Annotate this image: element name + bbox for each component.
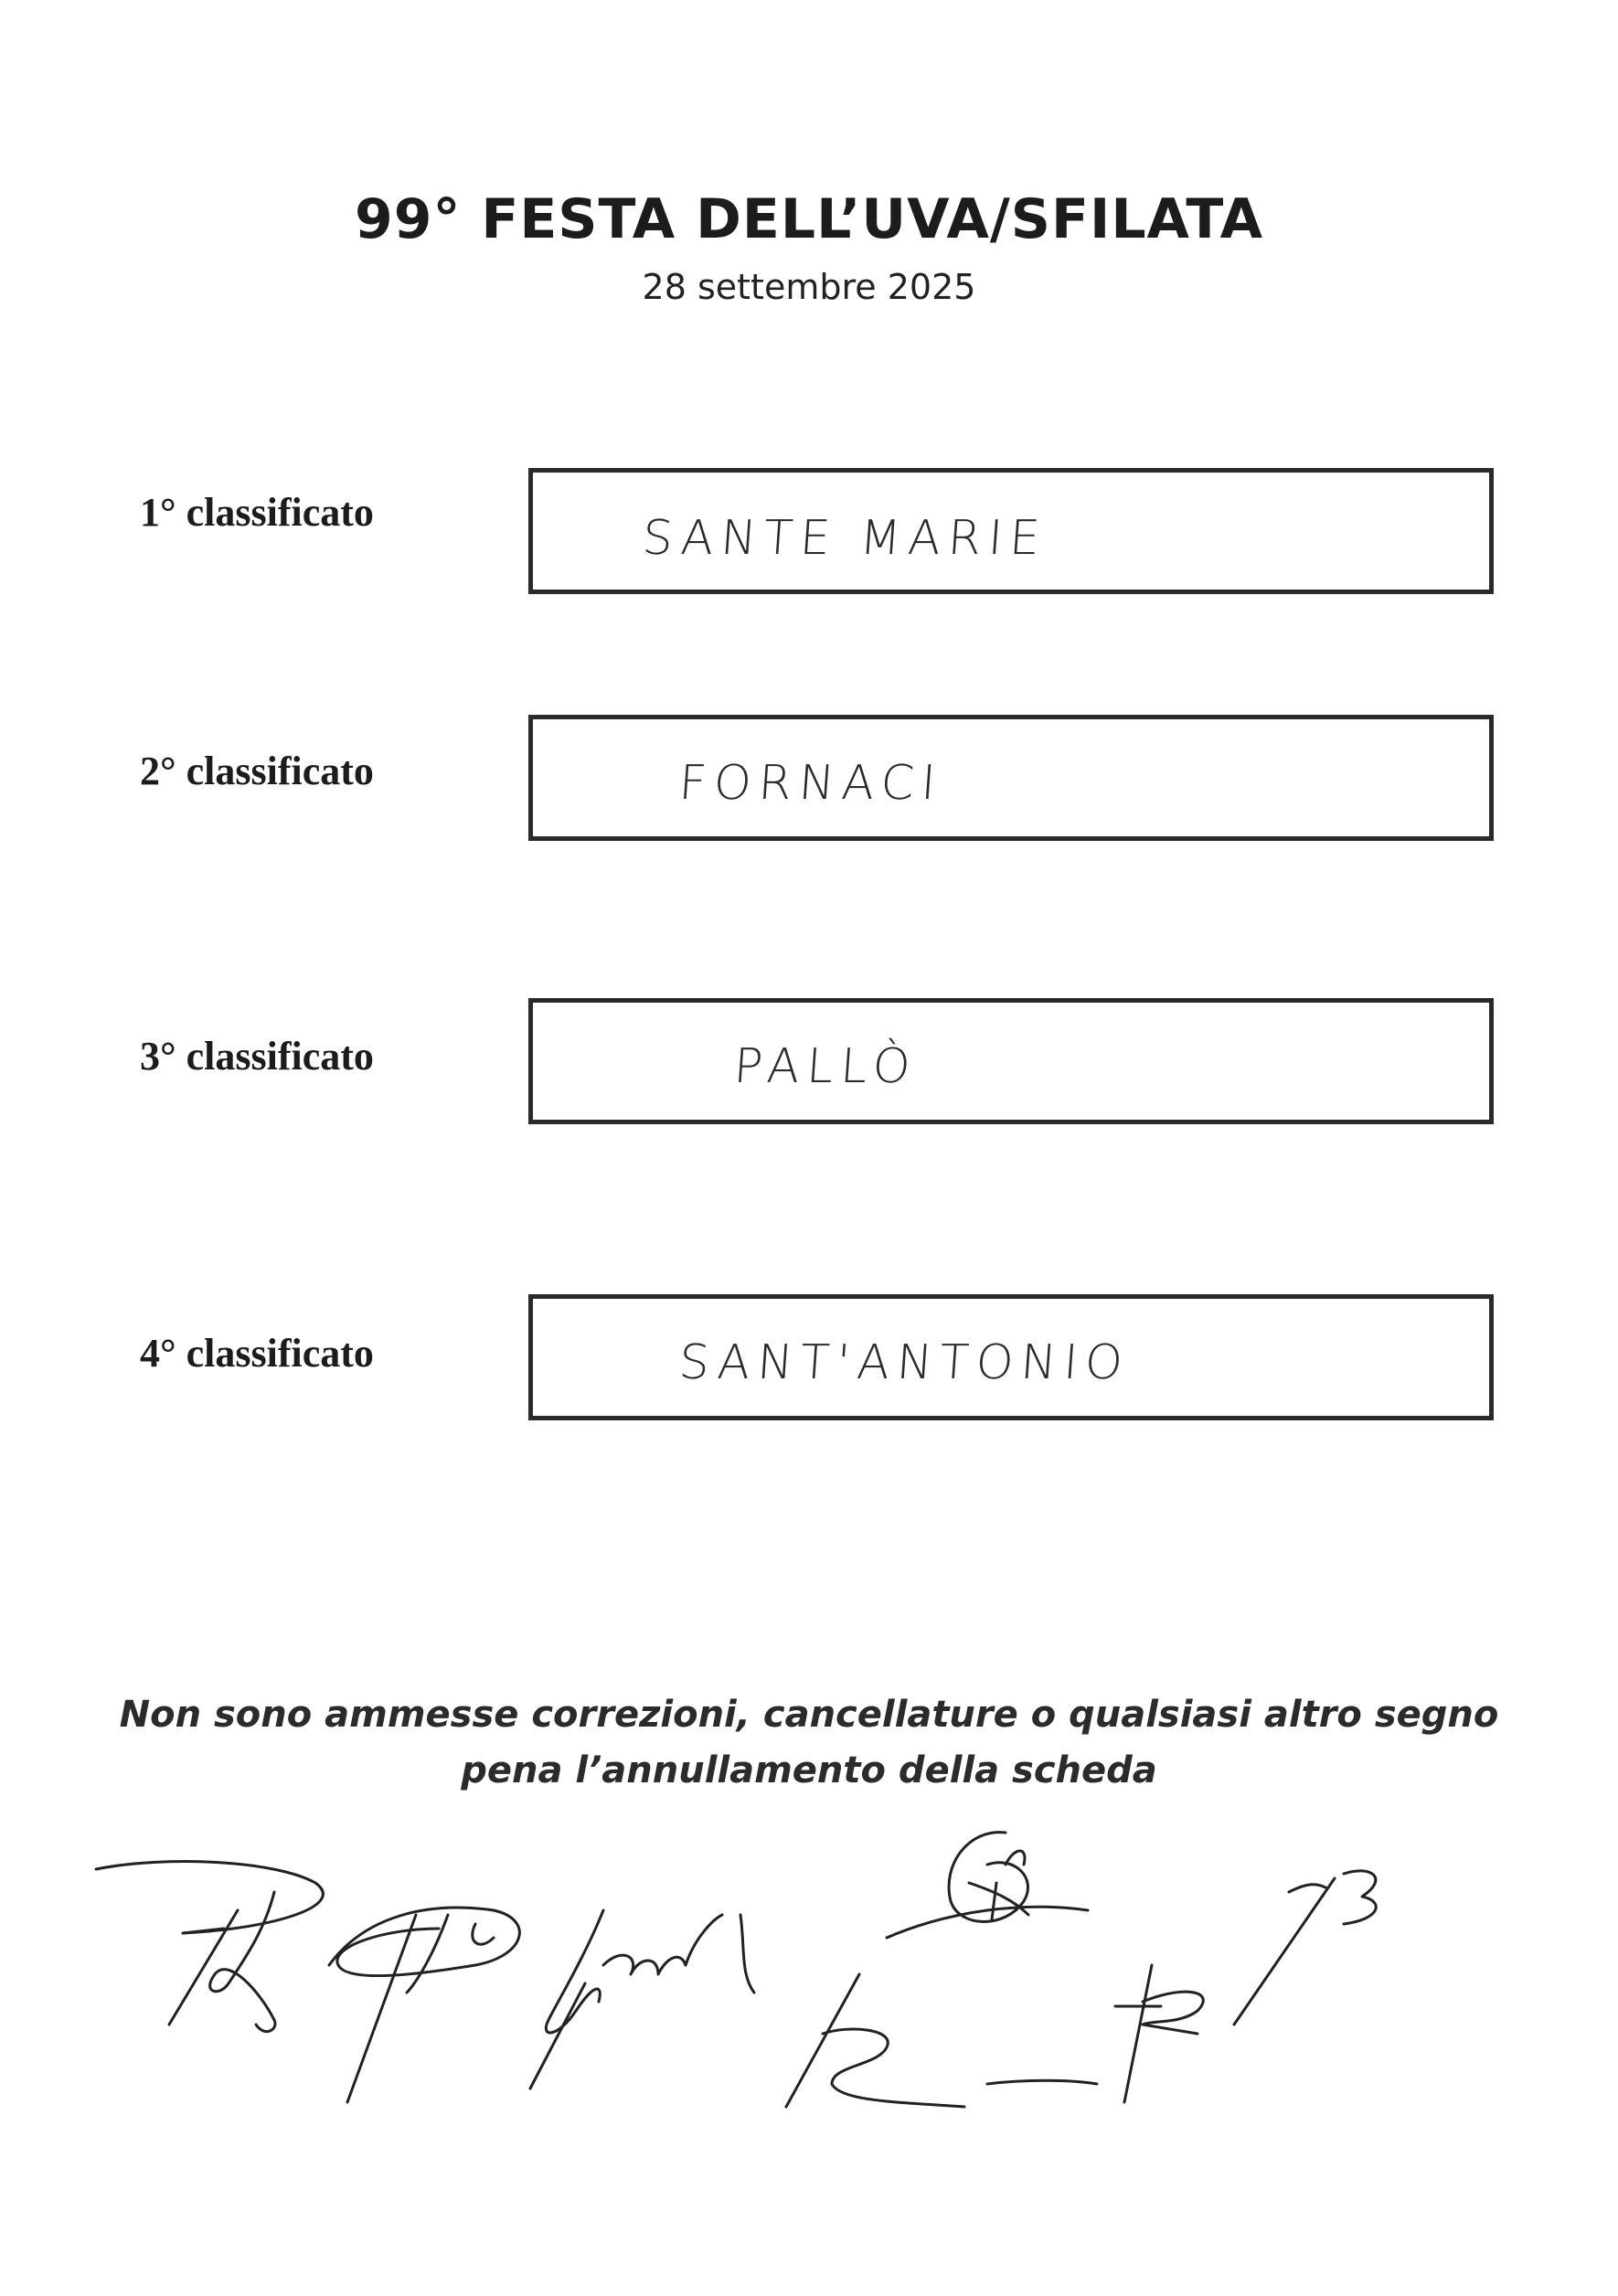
signature-4-icon bbox=[887, 1833, 1088, 1938]
rank-value-1: SANTE MARIE bbox=[640, 511, 1049, 566]
rank-box-3 bbox=[528, 998, 1494, 1124]
event-date: 28 settembre 2025 bbox=[642, 267, 976, 307]
notice-line-1: Non sono ammesse correzioni, cancellature o qualsiasi altro segno bbox=[119, 1694, 1499, 1736]
page-title: 99° FESTA DELL’UVA/SFILATA bbox=[354, 187, 1264, 251]
signature-6-icon bbox=[1234, 1871, 1376, 2025]
signature-3-icon bbox=[530, 1910, 754, 2089]
signature-1-icon bbox=[96, 1862, 323, 2032]
rank-value-4: SANT'ANTONIO bbox=[676, 1335, 1132, 1390]
rank-box-1 bbox=[528, 468, 1494, 594]
signature-5-icon bbox=[786, 1965, 1203, 2107]
notice-line-2: pena l’annullamento della scheda bbox=[461, 1749, 1157, 1791]
rank-value-3: PALLÒ bbox=[731, 1039, 920, 1094]
signature-2-icon bbox=[329, 1908, 519, 2102]
rank-box-2 bbox=[528, 715, 1494, 841]
rank-label-1: 1° classificato bbox=[140, 490, 374, 535]
rank-value-2: FORNACI bbox=[676, 756, 945, 811]
rank-label-4: 4° classificato bbox=[140, 1331, 374, 1376]
rank-label-3: 3° classificato bbox=[140, 1034, 374, 1079]
signatures-icon bbox=[0, 1828, 1618, 2139]
rank-label-2: 2° classificato bbox=[140, 749, 374, 793]
rank-box-4 bbox=[528, 1294, 1494, 1420]
